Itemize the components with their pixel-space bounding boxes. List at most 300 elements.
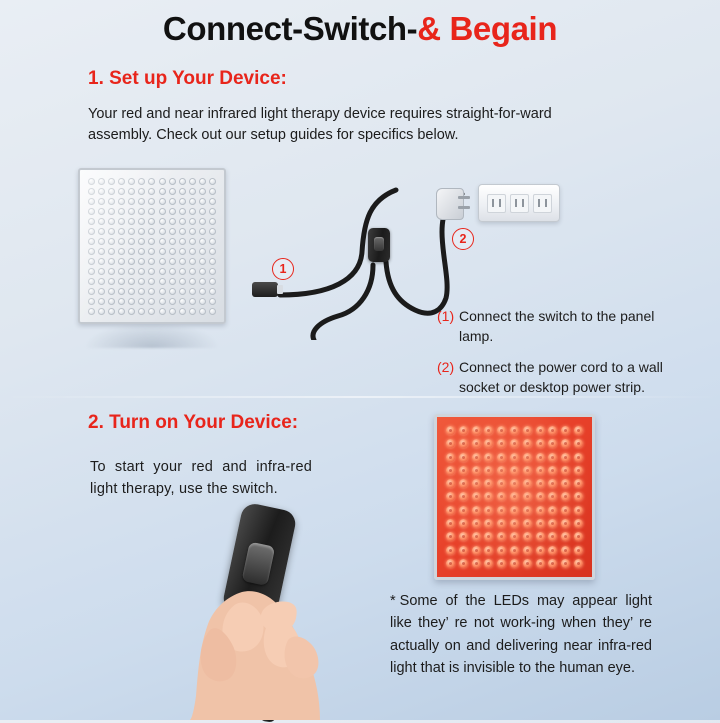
led-dot bbox=[510, 479, 519, 488]
power-strip-outlet bbox=[487, 194, 506, 213]
led-dot bbox=[148, 278, 155, 285]
led-dot bbox=[199, 308, 206, 315]
led-dot bbox=[118, 208, 125, 215]
led-dot bbox=[523, 492, 532, 501]
led-dot bbox=[199, 288, 206, 295]
led-dot bbox=[128, 288, 135, 295]
led-dot bbox=[189, 208, 196, 215]
led-dot bbox=[574, 453, 583, 462]
led-dot bbox=[98, 238, 105, 245]
led-dot bbox=[148, 308, 155, 315]
led-dot bbox=[561, 439, 570, 448]
led-dot bbox=[159, 288, 166, 295]
led-dot bbox=[108, 228, 115, 235]
led-dot bbox=[169, 178, 176, 185]
led-dot bbox=[118, 198, 125, 205]
led-dot bbox=[179, 268, 186, 275]
led-dot bbox=[138, 238, 145, 245]
led-dot bbox=[574, 492, 583, 501]
led-dot bbox=[179, 298, 186, 305]
led-dot bbox=[98, 278, 105, 285]
power-strip-outlet bbox=[510, 194, 529, 213]
led-dot bbox=[108, 208, 115, 215]
led-dot bbox=[128, 198, 135, 205]
led-dot bbox=[472, 439, 481, 448]
red-led-grid bbox=[444, 424, 585, 570]
led-dot bbox=[88, 208, 95, 215]
led-dot bbox=[118, 228, 125, 235]
led-dot bbox=[108, 268, 115, 275]
led-dot bbox=[561, 506, 570, 515]
led-dot bbox=[199, 188, 206, 195]
panel-connector-plug bbox=[252, 282, 278, 297]
led-dot bbox=[159, 188, 166, 195]
led-dot bbox=[472, 546, 481, 555]
led-dot bbox=[98, 218, 105, 225]
led-dot bbox=[497, 546, 506, 555]
led-dot bbox=[128, 218, 135, 225]
led-dot bbox=[159, 308, 166, 315]
led-dot bbox=[88, 288, 95, 295]
led-dot bbox=[118, 288, 125, 295]
led-dot bbox=[159, 298, 166, 305]
led-dot bbox=[118, 308, 125, 315]
led-dot bbox=[446, 532, 455, 541]
led-dot bbox=[88, 228, 95, 235]
led-dot bbox=[179, 308, 186, 315]
led-dot bbox=[189, 268, 196, 275]
led-dot bbox=[459, 506, 468, 515]
led-dot bbox=[118, 298, 125, 305]
led-dot bbox=[169, 208, 176, 215]
led-dot bbox=[179, 228, 186, 235]
led-dot bbox=[484, 439, 493, 448]
led-dot bbox=[561, 492, 570, 501]
led-dot bbox=[510, 546, 519, 555]
led-dot bbox=[446, 466, 455, 475]
led-dot bbox=[159, 258, 166, 265]
led-dot bbox=[138, 178, 145, 185]
led-dot bbox=[169, 198, 176, 205]
led-dot bbox=[88, 278, 95, 285]
led-dot bbox=[159, 198, 166, 205]
led-dot bbox=[484, 532, 493, 541]
led-dot bbox=[459, 479, 468, 488]
led-dot bbox=[138, 268, 145, 275]
led-dot bbox=[548, 479, 557, 488]
led-dot bbox=[523, 506, 532, 515]
led-dot bbox=[108, 288, 115, 295]
led-dot bbox=[561, 519, 570, 528]
led-dot bbox=[497, 519, 506, 528]
marker-1: 1 bbox=[272, 258, 294, 280]
red-led-panel bbox=[434, 414, 595, 580]
led-dot bbox=[128, 238, 135, 245]
led-dot bbox=[199, 178, 206, 185]
led-dot bbox=[536, 466, 545, 475]
led-dot bbox=[497, 439, 506, 448]
led-dot bbox=[510, 426, 519, 435]
led-dot bbox=[574, 506, 583, 515]
led-dot bbox=[484, 506, 493, 515]
led-dot bbox=[189, 248, 196, 255]
led-dot bbox=[88, 178, 95, 185]
page-title-part1: Connect-Switch- bbox=[162, 10, 418, 47]
led-dot bbox=[548, 466, 557, 475]
led-dot bbox=[574, 466, 583, 475]
led-dot bbox=[108, 198, 115, 205]
led-dot bbox=[179, 178, 186, 185]
led-dot bbox=[574, 559, 583, 568]
footnote-star: * bbox=[390, 593, 396, 609]
led-dot bbox=[459, 532, 468, 541]
led-dot bbox=[169, 288, 176, 295]
led-dot bbox=[548, 492, 557, 501]
led-dot bbox=[472, 506, 481, 515]
led-dot bbox=[88, 308, 95, 315]
led-dot bbox=[497, 532, 506, 541]
callout-list bbox=[437, 306, 687, 408]
led-dot bbox=[523, 546, 532, 555]
led-dot bbox=[88, 198, 95, 205]
led-dot bbox=[548, 519, 557, 528]
led-dot bbox=[179, 188, 186, 195]
led-dot bbox=[128, 248, 135, 255]
led-dot bbox=[536, 546, 545, 555]
callout-text: Connect the power cord to a wall socket or desktop power strip. bbox=[459, 359, 663, 396]
led-dot bbox=[199, 278, 206, 285]
led-dot bbox=[118, 238, 125, 245]
led-dot bbox=[536, 506, 545, 515]
led-dot bbox=[108, 308, 115, 315]
led-dot bbox=[199, 238, 206, 245]
led-dot bbox=[148, 258, 155, 265]
led-dot bbox=[189, 198, 196, 205]
led-dot bbox=[138, 218, 145, 225]
hand-illustration bbox=[170, 500, 400, 720]
led-dot bbox=[510, 453, 519, 462]
led-dot bbox=[446, 519, 455, 528]
led-dot bbox=[472, 559, 481, 568]
led-dot bbox=[561, 546, 570, 555]
led-dot bbox=[128, 228, 135, 235]
led-dot bbox=[118, 178, 125, 185]
led-dot bbox=[189, 288, 196, 295]
led-dot bbox=[548, 426, 557, 435]
led-dot bbox=[98, 308, 105, 315]
marker-2: 2 bbox=[452, 228, 474, 250]
section-divider bbox=[0, 396, 720, 398]
led-dot bbox=[138, 248, 145, 255]
led-dot bbox=[472, 426, 481, 435]
led-dot bbox=[510, 532, 519, 541]
wall-plug-pin bbox=[458, 206, 470, 209]
led-dot bbox=[169, 308, 176, 315]
led-dot bbox=[548, 559, 557, 568]
led-dot bbox=[148, 188, 155, 195]
led-dot bbox=[179, 288, 186, 295]
led-dot bbox=[98, 228, 105, 235]
led-dot bbox=[497, 426, 506, 435]
section-2-body: To start your red and infra-red light therapy, use the switch. bbox=[90, 459, 312, 498]
led-dot bbox=[199, 298, 206, 305]
led-dot bbox=[523, 479, 532, 488]
led-dot bbox=[484, 546, 493, 555]
led-dot bbox=[523, 466, 532, 475]
led-dot bbox=[108, 298, 115, 305]
led-dot bbox=[169, 228, 176, 235]
led-dot bbox=[148, 248, 155, 255]
led-dot bbox=[459, 453, 468, 462]
led-dot bbox=[446, 559, 455, 568]
led-dot bbox=[148, 208, 155, 215]
led-dot bbox=[108, 278, 115, 285]
led-dot bbox=[108, 258, 115, 265]
led-dot bbox=[118, 268, 125, 275]
led-dot bbox=[159, 278, 166, 285]
led-dot bbox=[189, 238, 196, 245]
led-dot bbox=[138, 298, 145, 305]
led-dot bbox=[459, 559, 468, 568]
led-dot bbox=[169, 188, 176, 195]
led-dot bbox=[169, 298, 176, 305]
led-dot bbox=[138, 198, 145, 205]
led-dot bbox=[446, 453, 455, 462]
led-dot bbox=[128, 298, 135, 305]
led-dot bbox=[128, 258, 135, 265]
led-dot bbox=[98, 198, 105, 205]
led-dot bbox=[574, 439, 583, 448]
led-dot bbox=[484, 492, 493, 501]
led-dot bbox=[574, 546, 583, 555]
led-dot bbox=[179, 198, 186, 205]
led-dot bbox=[523, 559, 532, 568]
led-dot bbox=[128, 178, 135, 185]
led-dot bbox=[497, 506, 506, 515]
power-strip-outlet bbox=[533, 194, 552, 213]
led-dot bbox=[536, 479, 545, 488]
led-dot bbox=[536, 532, 545, 541]
led-dot bbox=[128, 188, 135, 195]
switch-rocker[interactable] bbox=[374, 237, 384, 251]
led-dot bbox=[108, 178, 115, 185]
led-dot bbox=[98, 178, 105, 185]
led-dot bbox=[574, 479, 583, 488]
led-dot bbox=[138, 278, 145, 285]
led-dot bbox=[199, 198, 206, 205]
led-dot bbox=[88, 188, 95, 195]
led-dot bbox=[548, 453, 557, 462]
led-dot bbox=[108, 238, 115, 245]
led-dot bbox=[159, 218, 166, 225]
led-dot bbox=[536, 426, 545, 435]
led-dot bbox=[199, 208, 206, 215]
led-dot bbox=[523, 426, 532, 435]
led-dot bbox=[88, 298, 95, 305]
led-dot bbox=[561, 466, 570, 475]
led-dot bbox=[138, 208, 145, 215]
led-dot bbox=[189, 178, 196, 185]
led-dot bbox=[484, 519, 493, 528]
led-dot bbox=[472, 466, 481, 475]
led-dot bbox=[98, 288, 105, 295]
led-dot bbox=[472, 532, 481, 541]
led-dot bbox=[118, 218, 125, 225]
white-led-panel bbox=[78, 168, 226, 324]
led-dot bbox=[199, 268, 206, 275]
led-dot bbox=[159, 268, 166, 275]
led-dot bbox=[159, 238, 166, 245]
led-dot bbox=[523, 453, 532, 462]
led-dot bbox=[548, 532, 557, 541]
led-dot bbox=[169, 268, 176, 275]
led-dot bbox=[148, 268, 155, 275]
led-dot bbox=[169, 258, 176, 265]
led-dot bbox=[536, 492, 545, 501]
led-dot bbox=[548, 439, 557, 448]
callout-number: (1) bbox=[437, 308, 455, 324]
led-dot bbox=[159, 208, 166, 215]
led-dot bbox=[459, 439, 468, 448]
section-1-heading: 1. Set up Your Device: bbox=[88, 68, 287, 89]
led-dot bbox=[179, 208, 186, 215]
led-dot bbox=[484, 466, 493, 475]
led-dot bbox=[148, 178, 155, 185]
led-dot bbox=[189, 298, 196, 305]
led-dot bbox=[118, 258, 125, 265]
led-dot bbox=[88, 248, 95, 255]
callout-text: Connect the switch to the panel lamp. bbox=[459, 308, 655, 345]
led-dot bbox=[446, 479, 455, 488]
led-dot bbox=[561, 479, 570, 488]
led-dot bbox=[148, 218, 155, 225]
led-dot bbox=[138, 228, 145, 235]
led-dot bbox=[179, 218, 186, 225]
led-dot bbox=[118, 188, 125, 195]
page-title bbox=[0, 10, 720, 48]
led-dot bbox=[88, 218, 95, 225]
led-dot bbox=[561, 559, 570, 568]
page-title-part2: & Begain bbox=[417, 10, 558, 47]
led-dot bbox=[548, 546, 557, 555]
led-dot bbox=[179, 278, 186, 285]
led-dot bbox=[199, 228, 206, 235]
led-dot bbox=[446, 426, 455, 435]
section-1-body: Your red and near infrared light therapy device requires straight-for-ward assembly. Check out our setup guides for specifics below. bbox=[88, 106, 552, 144]
led-dot bbox=[510, 492, 519, 501]
led-dot bbox=[510, 506, 519, 515]
led-dot bbox=[128, 208, 135, 215]
led-dot bbox=[510, 519, 519, 528]
led-dot bbox=[561, 532, 570, 541]
led-dot bbox=[459, 426, 468, 435]
led-dot bbox=[189, 218, 196, 225]
led-dot bbox=[98, 268, 105, 275]
led-dot bbox=[128, 268, 135, 275]
led-dot bbox=[179, 248, 186, 255]
led-dot bbox=[88, 238, 95, 245]
led-dot bbox=[574, 519, 583, 528]
power-strip-icon bbox=[478, 184, 560, 222]
led-dot bbox=[497, 466, 506, 475]
led-dot bbox=[446, 506, 455, 515]
inline-switch[interactable] bbox=[368, 228, 390, 262]
led-dot bbox=[98, 248, 105, 255]
led-dot bbox=[199, 248, 206, 255]
led-dot bbox=[561, 426, 570, 435]
led-dot bbox=[189, 228, 196, 235]
callout-item bbox=[437, 357, 687, 397]
led-dot bbox=[118, 278, 125, 285]
led-dot bbox=[88, 268, 95, 275]
led-dot bbox=[536, 519, 545, 528]
led-dot bbox=[446, 439, 455, 448]
led-dot bbox=[574, 426, 583, 435]
led-dot bbox=[510, 466, 519, 475]
led-dot bbox=[484, 453, 493, 462]
led-dot bbox=[446, 492, 455, 501]
led-dot bbox=[98, 258, 105, 265]
led-dot bbox=[561, 453, 570, 462]
led-dot bbox=[128, 278, 135, 285]
led-dot bbox=[169, 238, 176, 245]
led-dot bbox=[148, 198, 155, 205]
led-dot bbox=[459, 546, 468, 555]
led-dot bbox=[472, 479, 481, 488]
led-dot bbox=[189, 258, 196, 265]
led-dot bbox=[459, 519, 468, 528]
led-dot bbox=[459, 492, 468, 501]
led-dot bbox=[108, 218, 115, 225]
led-dot bbox=[472, 453, 481, 462]
led-dot bbox=[169, 248, 176, 255]
led-dot bbox=[446, 546, 455, 555]
section-2-heading: 2. Turn on Your Device: bbox=[88, 412, 299, 433]
led-dot bbox=[497, 453, 506, 462]
wall-plug-icon bbox=[436, 188, 470, 218]
led-dot bbox=[523, 519, 532, 528]
led-dot bbox=[472, 519, 481, 528]
led-dot bbox=[148, 228, 155, 235]
led-dot bbox=[536, 439, 545, 448]
led-dot bbox=[523, 532, 532, 541]
led-dot bbox=[128, 308, 135, 315]
led-dot bbox=[574, 532, 583, 541]
led-dot bbox=[189, 278, 196, 285]
wall-plug-pin bbox=[458, 196, 470, 199]
led-dot bbox=[497, 492, 506, 501]
white-panel-reflection bbox=[84, 322, 220, 348]
led-dot bbox=[459, 466, 468, 475]
led-dot bbox=[148, 238, 155, 245]
led-dot bbox=[199, 218, 206, 225]
led-dot bbox=[98, 188, 105, 195]
led-dot bbox=[169, 278, 176, 285]
led-dot bbox=[98, 298, 105, 305]
led-dot bbox=[548, 506, 557, 515]
led-dot bbox=[159, 178, 166, 185]
led-dot bbox=[138, 288, 145, 295]
led-dot bbox=[108, 248, 115, 255]
footnote bbox=[390, 590, 652, 680]
led-dot bbox=[169, 218, 176, 225]
led-dot bbox=[118, 248, 125, 255]
led-dot bbox=[138, 188, 145, 195]
led-dot bbox=[510, 439, 519, 448]
led-dot bbox=[536, 559, 545, 568]
led-dot bbox=[159, 228, 166, 235]
led-dot bbox=[199, 258, 206, 265]
